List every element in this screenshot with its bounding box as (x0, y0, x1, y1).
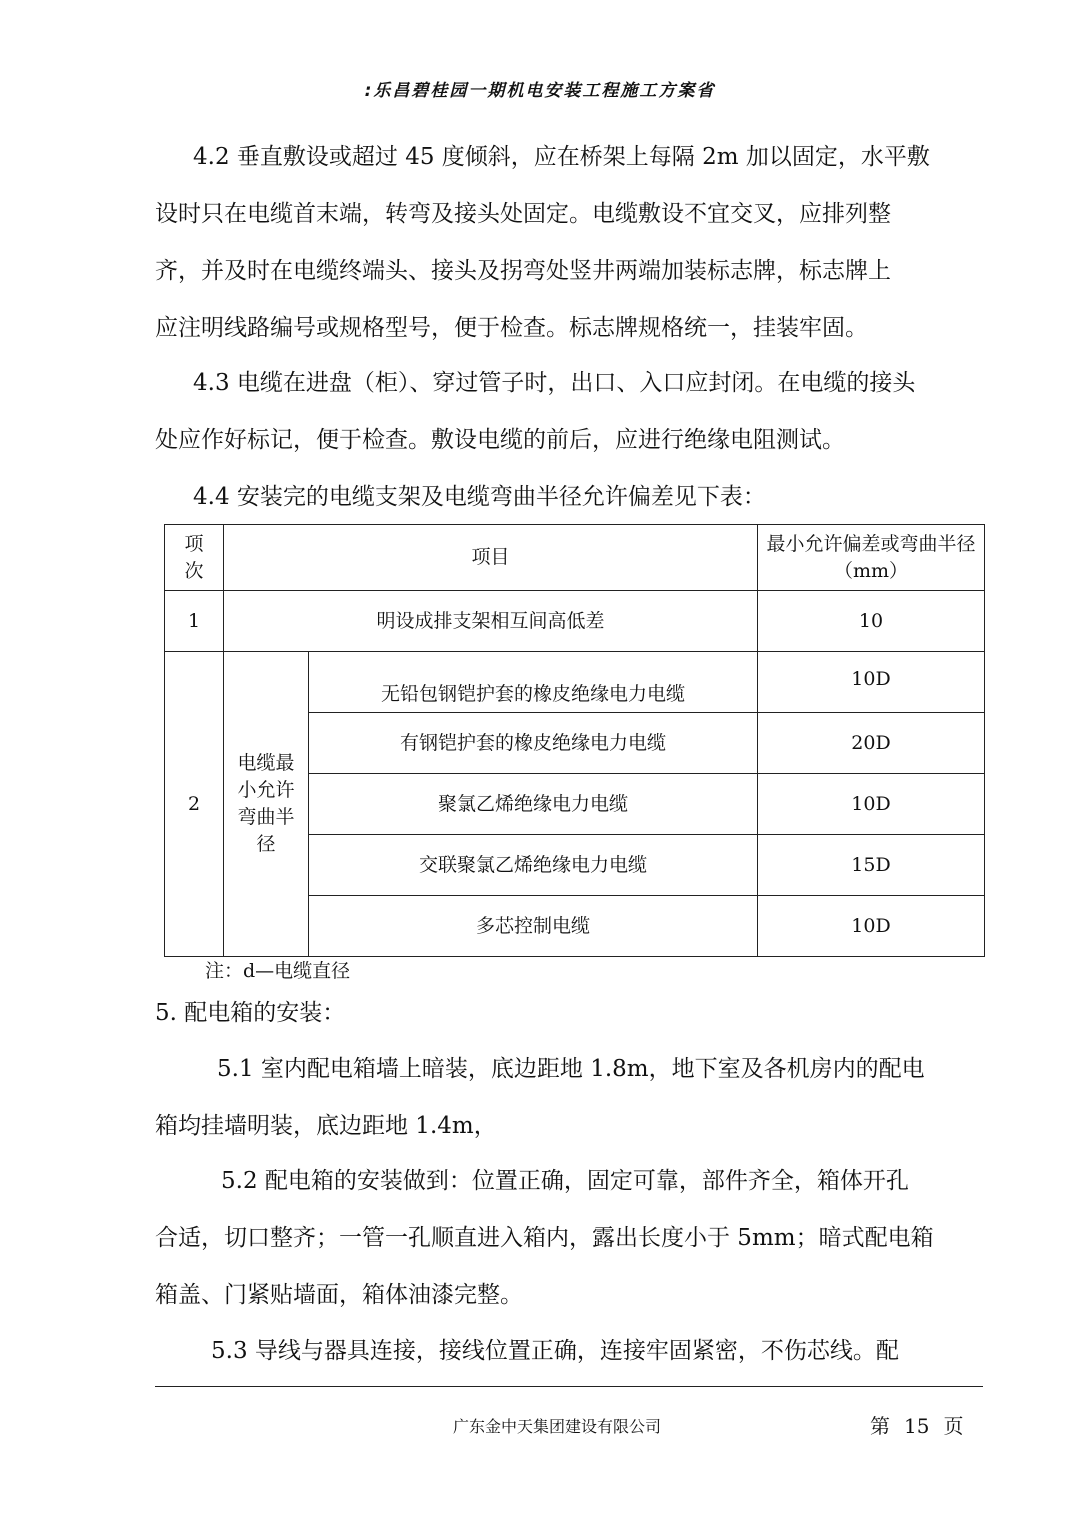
paragraph-4-2 (155, 129, 980, 357)
page-prefix: 第 (870, 1414, 890, 1438)
paragraph-line: 箱盖、门紧贴墙面，箱体油漆完整。 (155, 1282, 523, 1308)
footer-page-number (870, 1410, 977, 1439)
header-cell-no: 项 次 (165, 525, 224, 591)
header-cell-item: 项目 (224, 525, 758, 591)
paragraph-line: 齐，并及时在电缆终端头、接头及拐弯处竖井两端加装标志牌，标志牌上 (155, 258, 891, 284)
table-note: 注：d—电缆直径 (205, 960, 351, 982)
row-item: 有钢铠护套的橡皮绝缘电力电缆 (309, 713, 758, 774)
paragraph-5-3 (155, 1323, 980, 1380)
row-item: 明设成排支架相互间高低差 (224, 591, 758, 652)
row-value: 10D (758, 896, 985, 957)
paragraph-line: 4.4 安装完的电缆支架及电缆弯曲半径允许偏差见下表： (193, 484, 766, 510)
paragraph-line: 5.1 室内配电箱墙上暗装，底边距地 1.8m，地下室及各机房内的配电 (217, 1056, 925, 1082)
page-suffix: 页 (943, 1414, 964, 1438)
row-item: 聚氯乙烯绝缘电力电缆 (309, 774, 758, 835)
table-row (165, 591, 985, 652)
row-value: 10 (758, 591, 985, 652)
paragraph-5-2 (155, 1153, 980, 1324)
row-value: 20D (758, 713, 985, 774)
row-number: 1 (165, 591, 224, 652)
row-value: 10D (758, 774, 985, 835)
paragraph-line: 箱均挂墙明装，底边距地 1.4m， (155, 1113, 497, 1139)
footer-company-name: 广东金中天集团建设有限公司 (453, 1417, 662, 1436)
paragraph-line: 4.3 电缆在进盘（柜）、穿过管子时，出口、入口应封闭。在电缆的接头 (193, 370, 916, 396)
row-value: 15D (758, 835, 985, 896)
table-header-row (165, 525, 985, 591)
paragraph-line: 5.2 配电箱的安装做到：位置正确，固定可靠，部件齐全，箱体开孔 (221, 1168, 909, 1194)
page-number-value: 15 (904, 1414, 930, 1438)
row-group-label: 电缆最小允许弯曲半径 (224, 652, 309, 957)
row-number: 2 (165, 652, 224, 957)
row-value: 10D (758, 652, 985, 713)
paragraph-5-1 (155, 1041, 980, 1155)
footer-divider (155, 1386, 983, 1387)
table-row (165, 652, 985, 713)
paragraph-line: 合适，切口整齐；一管一孔顺直进入箱内，露出长度小于 5mm；暗式配电箱 (155, 1225, 934, 1251)
paragraph-line: 4.2 垂直敷设或超过 45 度倾斜，应在桥架上每隔 2m 加以固定，水平敷 (193, 144, 930, 170)
paragraph-line: 处应作好标记，便于检查。敷设电缆的前后，应进行绝缘电阻测试。 (155, 427, 845, 453)
row-item: 交联聚氯乙烯绝缘电力电缆 (309, 835, 758, 896)
paragraph-4-3 (155, 355, 980, 469)
paragraph-line: 5.3 导线与器具连接，接线位置正确，连接牢固紧密，不伤芯线。配 (211, 1338, 899, 1364)
document-header-title: :乐昌碧桂园一期机电安装工程施工方案省 (364, 81, 716, 101)
row-item: 多芯控制电缆 (309, 896, 758, 957)
row-item: 无铅包钢铠护套的橡皮绝缘电力电缆 (309, 652, 758, 713)
paragraph-4-4 (155, 469, 980, 526)
paragraph-line: 应注明线路编号或规格型号，便于检查。标志牌规格统一，挂装牢固。 (155, 315, 868, 341)
section-5-heading: 5. 配电箱的安装： (155, 1000, 346, 1026)
header-cell-value: 最小允许偏差或弯曲半径（mm） (758, 525, 985, 591)
paragraph-line: 设时只在电缆首末端，转弯及接头处固定。电缆敷设不宜交叉，应排列整 (155, 201, 891, 227)
cable-spec-table (164, 524, 985, 957)
